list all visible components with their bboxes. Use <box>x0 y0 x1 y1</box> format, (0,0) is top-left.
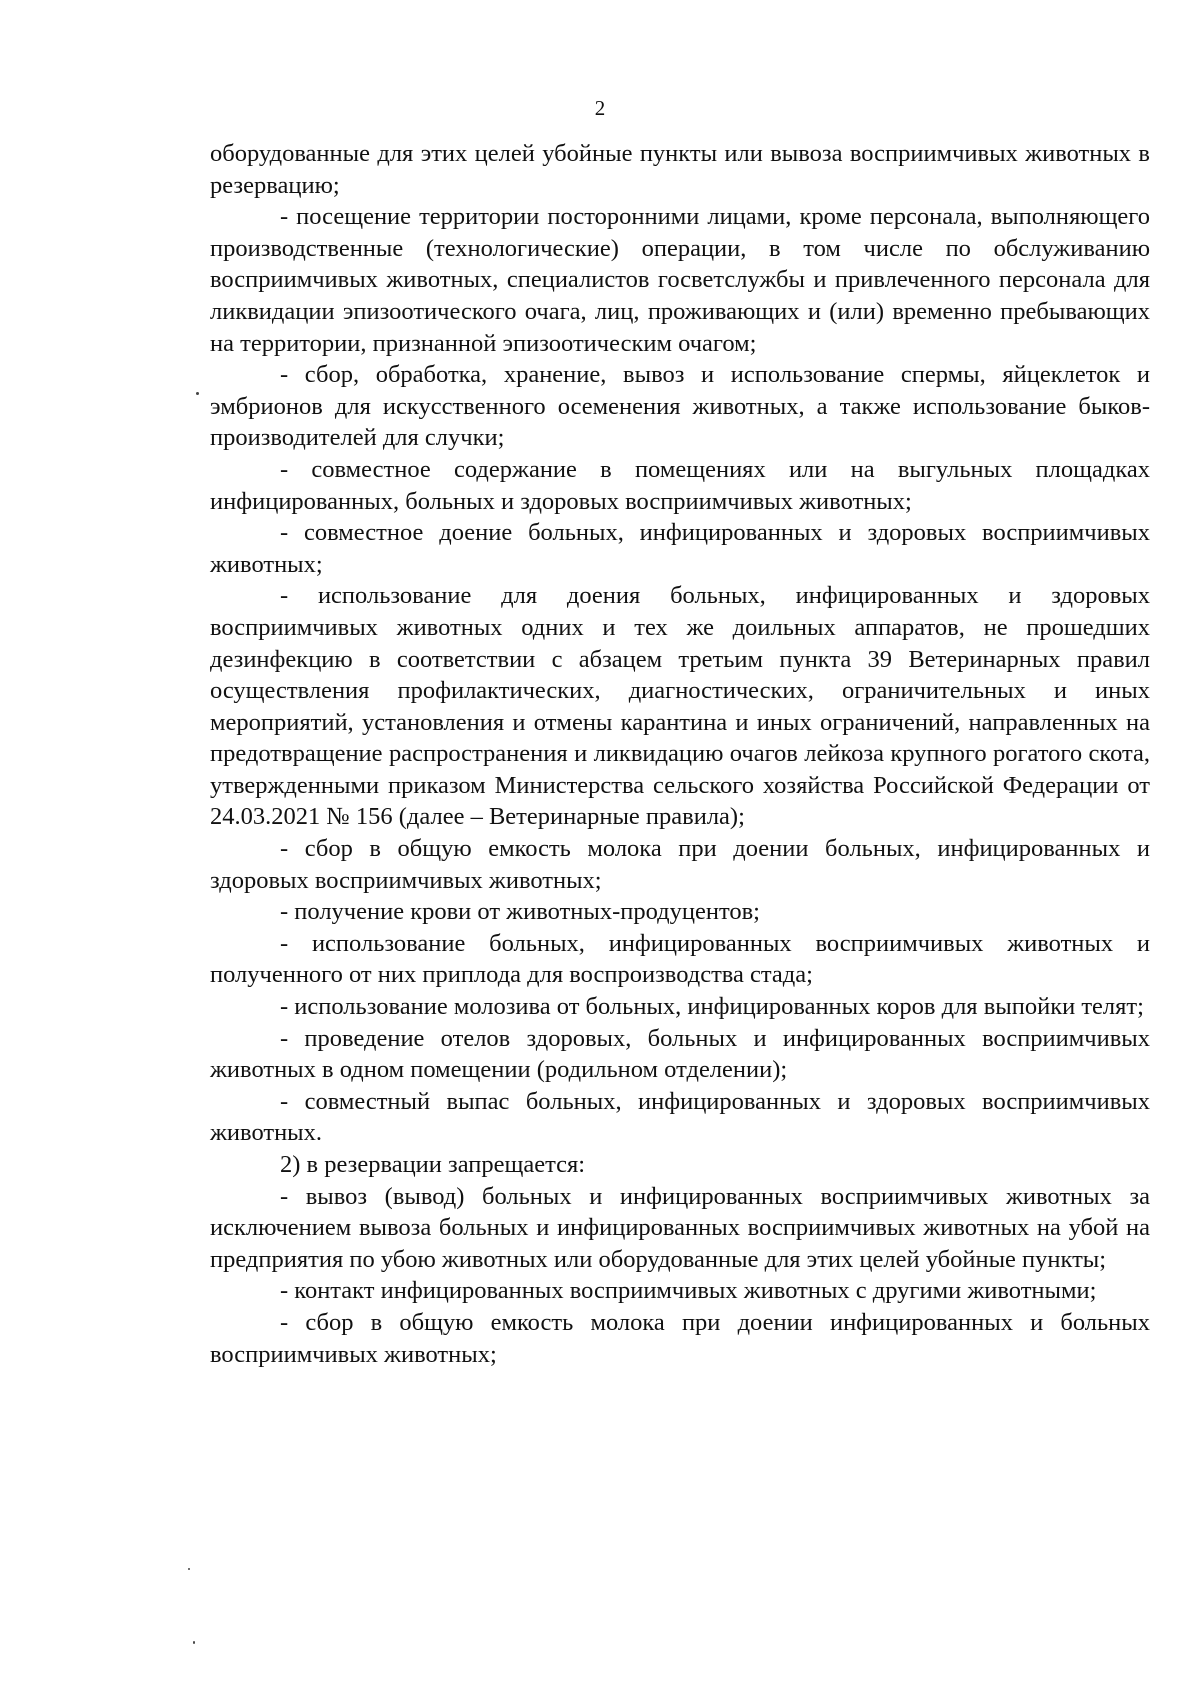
document-body <box>210 138 1150 1370</box>
paragraph: - контакт инфицированных восприимчивых животных с другими животными; <box>280 1277 1097 1305</box>
paragraph: - совместный выпас больных, инфицированных и здоровых восприимчивых животных. <box>210 1087 1150 1147</box>
paragraph: 2) в резервации запрещается: <box>280 1151 586 1178</box>
scan-speck <box>188 1568 190 1570</box>
paragraph: - совместное доение больных, инфицированных и здоровых восприимчивых животных; <box>210 519 1150 578</box>
paragraph: - получение крови от животных-продуцентов; <box>280 898 760 926</box>
page-number: 2 <box>594 96 606 120</box>
paragraph: - совместное содержание в помещениях или на выгульных площадках инфицированных, больных и здоровых восприимчивых животных; <box>210 455 1150 515</box>
paragraph: оборудованные для этих целей убойные пункты или вывоза восприимчивых животных в резервацию; <box>210 140 1150 199</box>
paragraph: - вывоз (вывод) больных и инфицированных восприимчивых животных за исключением вывоза больных и инфицированных восприимчивых животных на убой на предприятия по убою животных или оборудованные для этих целей убойные пункты; <box>210 1182 1150 1273</box>
paragraph: - сбор в общую емкость молока при доении инфицированных и больных восприимчивых животных; <box>210 1308 1150 1368</box>
scan-speck <box>196 392 199 395</box>
paragraph: - сбор в общую емкость молока при доении больных, инфицированных и здоровых восприимчивых животных; <box>210 835 1150 894</box>
paragraph: - проведение отелов здоровых, больных и инфицированных восприимчивых животных в одном помещении (родильном отделении); <box>210 1024 1150 1084</box>
paragraph: - посещение территории посторонними лицами, кроме персонала, выполняющего производственные (технологические) операции, в том числе по обслуживанию восприимчивых животных, специалистов госветслужбы и привлеченного персонала для ликвидации эпизоотического очага, лиц, проживающих и (или) временно пребывающих на территории, признанной эпизоотическим очагом; <box>210 203 1150 357</box>
paragraph: - сбор, обработка, хранение, вывоз и использование спермы, яйцеклеток и эмбрионов для искусственного осеменения животных, а также использование быков-производителей для случки; <box>210 361 1150 452</box>
paragraph: - использование больных, инфицированных восприимчивых животных и полученного от них приплода для воспроизводства стада; <box>210 929 1150 989</box>
paragraph: - использование для доения больных, инфицированных и здоровых восприимчивых животных одних и тех же доильных аппаратов, не прошедших дезинфекцию в соответствии с абзацем третьим пункта 39 Ветеринарных правил осуществления профилактических, диагностических, ограничительных и иных мероприятий, установления и отмены карантина и иных ограничений, направленных на предотвращение распространения и ликвидацию очагов лейкоза крупного рогатого скота, утвержденными приказом Министерства сельского хозяйства Российской Федерации от 24.03.2021 № 156 (далее – Ветеринарные правила); <box>210 582 1150 831</box>
scan-speck <box>193 1641 195 1644</box>
paragraph: - использование молозива от больных, инфицированных коров для выпойки телят; <box>280 993 1144 1021</box>
